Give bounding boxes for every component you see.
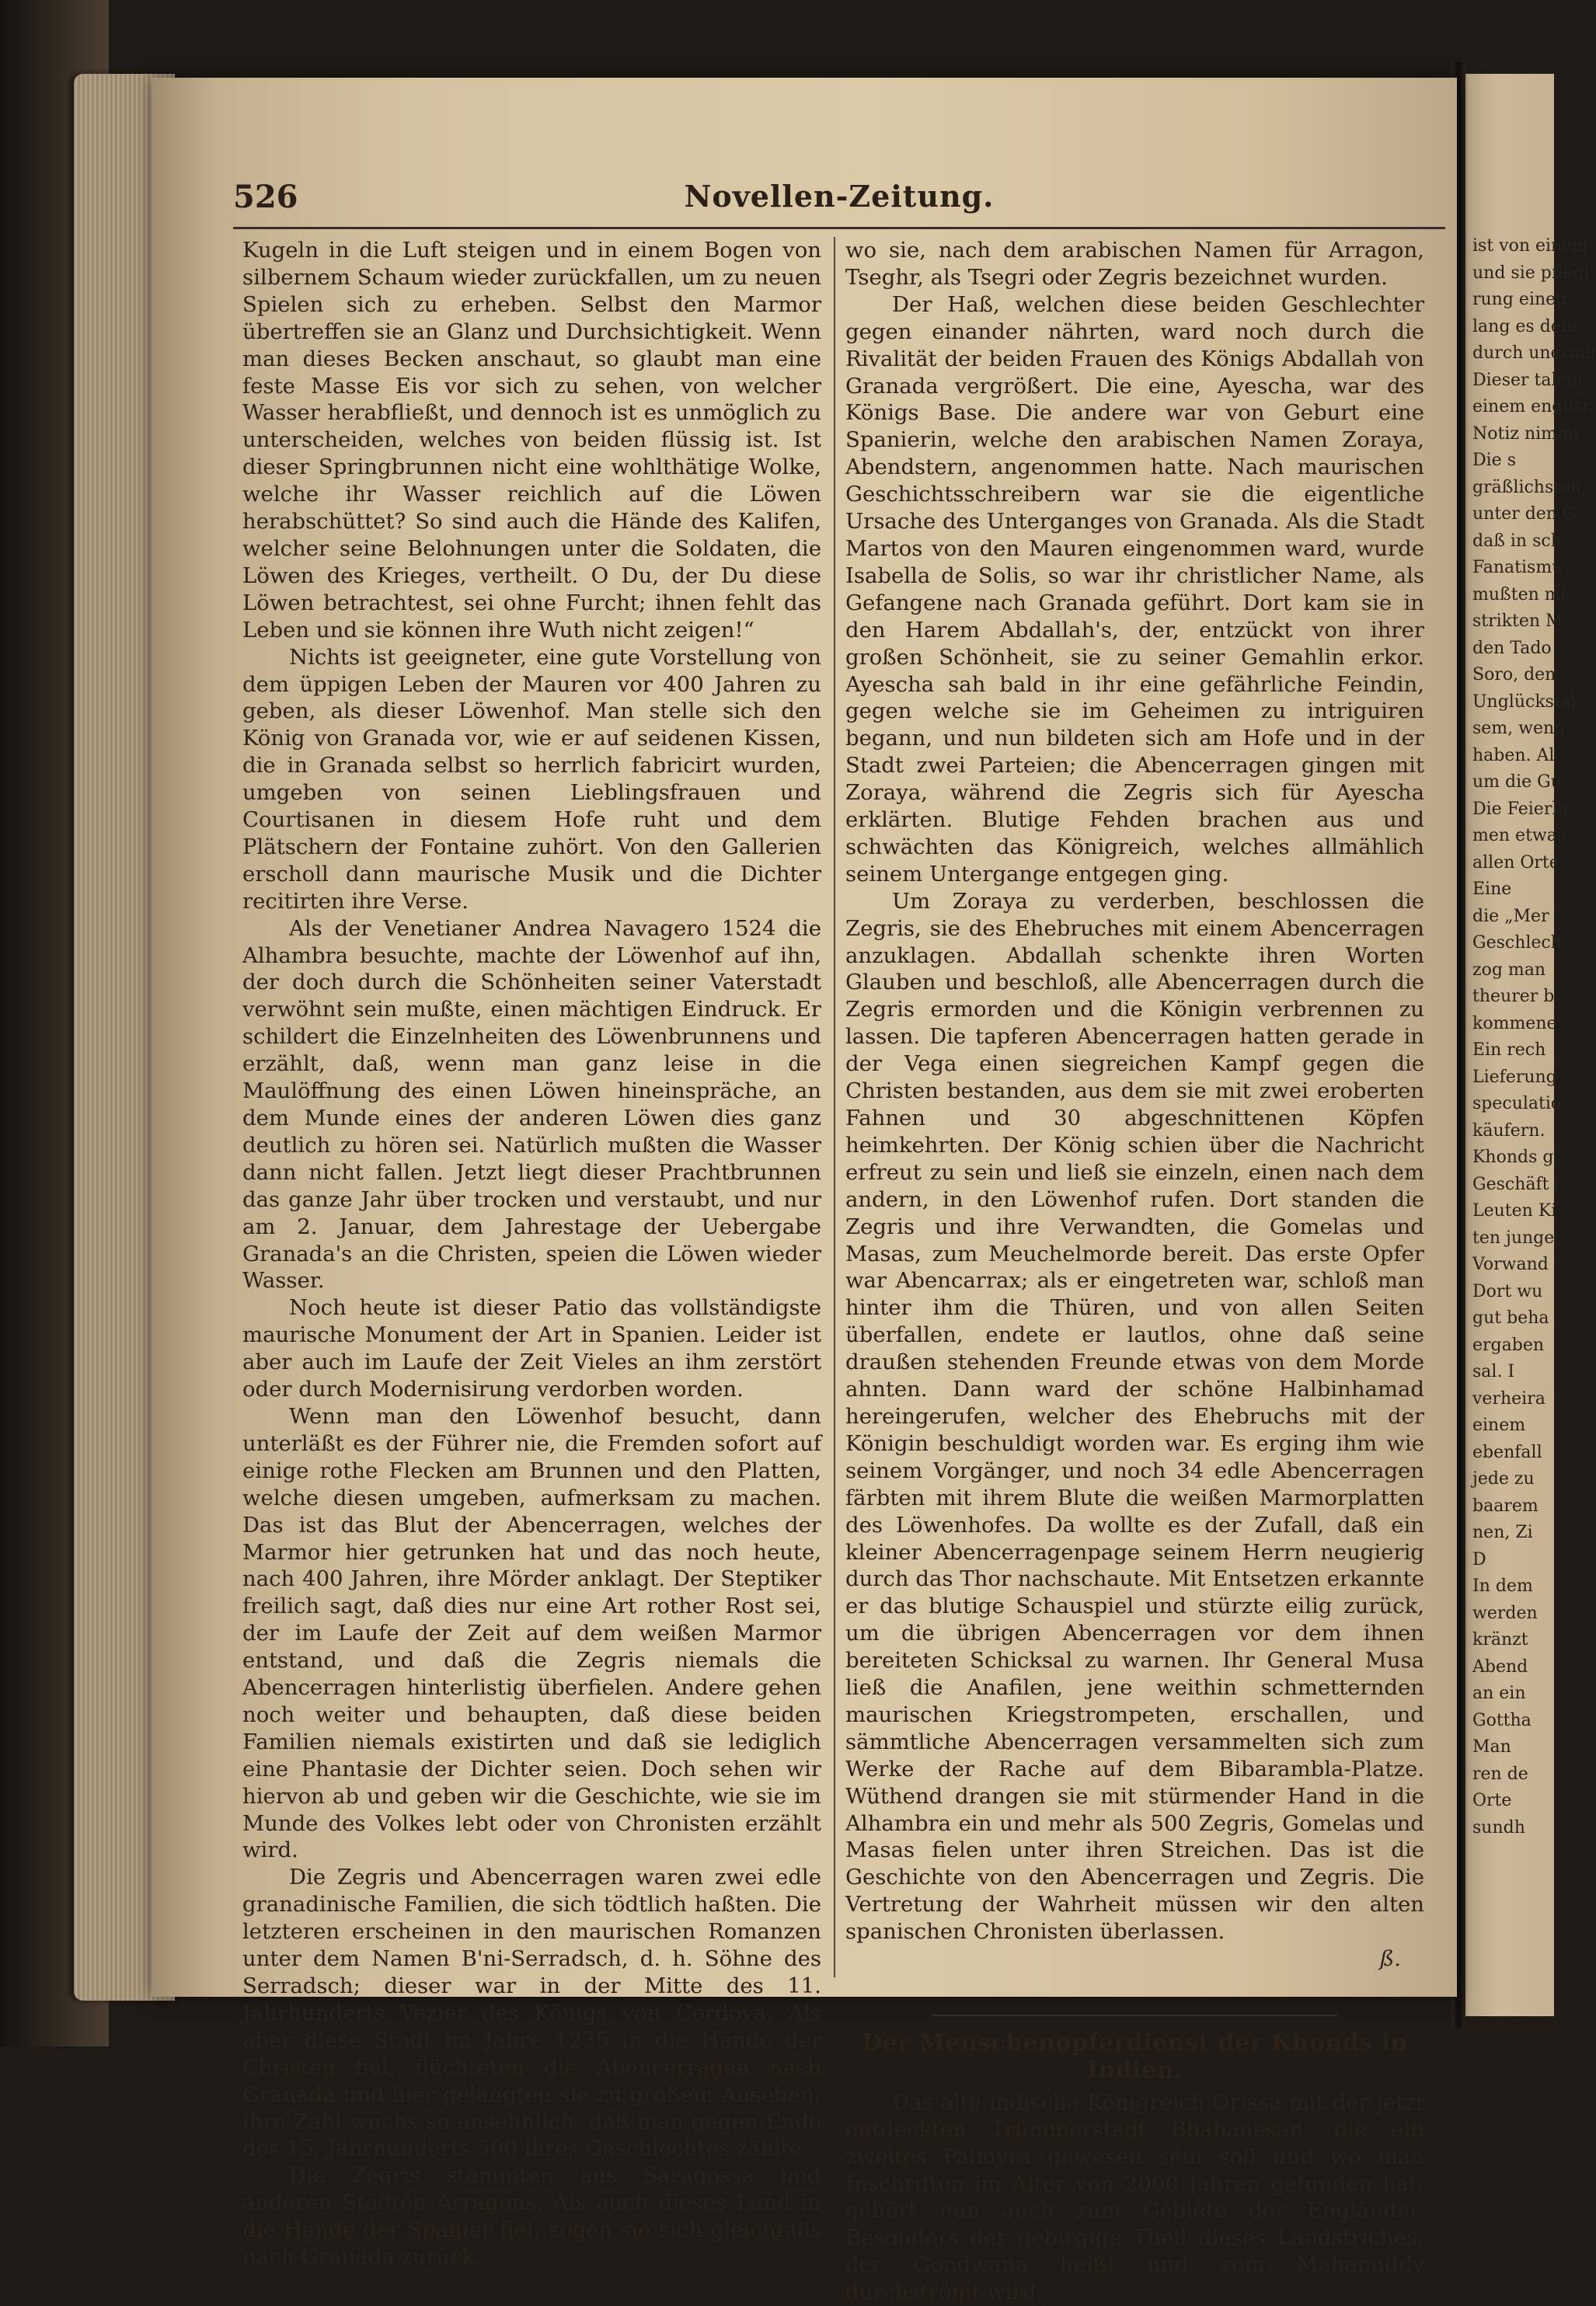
facing-page-line: Vorwand bbox=[1472, 1255, 1549, 1274]
facing-page-line: Abend bbox=[1472, 1656, 1528, 1677]
facing-page-line: lang es dem bbox=[1472, 316, 1577, 336]
facing-page-line: einem englisc bbox=[1472, 397, 1593, 416]
paragraph: Kugeln in die Luft steigen und in einem Bogen von silbernem Schaum wieder zurückfallen, um zu neuen Spielen sich zu erheben. Selbst den Marmor übertreffen sie an Glanz und Durchsichtigkeit. Wenn man dieses Becken anschaut, so glaubt man eine feste Masse Eis vor sich zu sehen, von welcher Wasser herabfließt, und dennoch ist es unmöglich zu unterscheiden, welches von beiden flüssig ist. Ist dieser Springbrunnen nicht eine wohlthätige Wolke, welche ihr Wasser reichlich auf die Löwen herabschüttet? So sind auch die Hände des Kalifen, welcher seine Belohnungen unter die Soldaten, die Löwen des Krieges, vertheilt. O Du, der Du diese Löwen betrachtest, sei ohne Furcht; ihnen fehlt das Leben und sie können ihre Wuth nicht zeigen!“ bbox=[242, 238, 821, 643]
column-divider bbox=[834, 237, 835, 1977]
page-header bbox=[233, 179, 1445, 225]
facing-page-line: jede zu bbox=[1472, 1469, 1535, 1489]
facing-page-line: Dort wu bbox=[1472, 1281, 1543, 1301]
facing-page-line: strikten M bbox=[1472, 611, 1563, 631]
facing-page-line: allen Orte bbox=[1472, 852, 1559, 873]
paragraph: wo sie, nach dem arabischen Namen für Arragon, Tseghr, als Tsegri oder Zegris bezeichnet wurden. bbox=[845, 238, 1424, 290]
facing-page-line: ren de bbox=[1472, 1764, 1528, 1784]
facing-page-line: Gottha bbox=[1472, 1710, 1532, 1730]
facing-page-line: sal. I bbox=[1472, 1362, 1515, 1381]
facing-page-line: sundh bbox=[1472, 1817, 1525, 1837]
section-title: Der Menschenopferdienst der Khonds in Indien. bbox=[862, 2029, 1408, 2084]
paragraph: Die Zegris stammten aus Saragossa und anderen Städten Arragons. Als auch dieses Land in die Hände der Spanier fiel, zogen sie sich gleichfalls nach Granada zurück, bbox=[242, 2163, 821, 2270]
facing-page-line: nen, Zi bbox=[1472, 1523, 1533, 1542]
facing-page-line: men etwas bbox=[1472, 826, 1566, 845]
facing-page-line: Orte bbox=[1472, 1791, 1512, 1810]
section-rule bbox=[932, 2015, 1338, 2016]
paragraph: Noch heute ist dieser Patio das vollständigste maurische Monument der Art in Spanien. Leider ist aber auch im Laufe der Zeit Vieles an ihm zerstört oder durch Modernisirung verdorben worden. bbox=[242, 1295, 821, 1402]
facing-page-line: speculatio bbox=[1472, 1094, 1562, 1113]
facing-page-line: haben. Al bbox=[1472, 745, 1555, 765]
running-title: Novellen-Zeitung. bbox=[684, 179, 995, 214]
facing-page-line: baarem bbox=[1472, 1496, 1539, 1516]
facing-page-line: Soro, den bbox=[1472, 665, 1556, 684]
facing-page-line: den Tado bbox=[1472, 638, 1552, 658]
facing-page-line: Die s bbox=[1472, 451, 1516, 470]
facing-page-line: ebenfall bbox=[1472, 1442, 1542, 1462]
right-column bbox=[845, 237, 1424, 2306]
paragraph: Um Zoraya zu verderben, beschlossen die Zegris, sie des Ehebruches mit einem Abencerragen anzuklagen. Abdallah schenkte ihren Worten Glauben und beschloß, alle Abencerragen durch die Zegris ermorden und die Königin verbrennen zu lassen. Die tapferen Abencerragen hatten gerade in der Vega einen siegreichen Kampf gegen die Christen bestanden, aus dem sie mit zwei eroberten Fahnen und 30 abgeschnittenen Köpfen heimkehrten. Der König schien über die Nachricht erfreut zu sein und ließ sie einzeln, einen nach dem andern, in den Löwenhof rufen. Dort standen die Zegris und ihre Verwandten, die Gomelas und Masas, zum Meuchelmorde bereit. Das erste Opfer war Abencarrax; als er eingetreten war, schloß man hinter ihm die Thüren, und von allen Seiten überfallen, endete er lautlos, ohne daß seine draußen stehenden Freunde etwas von dem Morde ahnten. Dann ward der schöne Halbinhamad hereingerufen, welcher des Ehebruchs mit der Königin beschuldigt worden war. Es erging ihm wie seinem Vorgänger, und noch 34 edle Abencerragen färbten mit ihrem Blute die weißen Marmorplatten des Löwenhofes. Da wollte es der Zufall, daß ein kleiner Abencerragenpage seinem Herrn neugierig durch das Thor nachschaute. Mit Entsetzen erkannte er das blutige Schauspiel und stürzte eilig zurück, um die übrigen Abencerragen vor dem ihnen bereiteten Schicksal zu warnen. Ihr General Musa ließ die Anafilen, jene weithin schmetternden maurischen Kriegstrompeten, erschallen, und sämmtliche Abencerragen versammelten sich zum Werke der Rache auf dem Bibarambla-Platze. Wüthend drangen sie mit stürmender Hand in die Alhambra ein und mehr als 500 Zegris, Gomelas und Masas fielen unter ihren Streichen. Das ist die Geschichte von den Abencerragen und Zegris. Die Vertretung der Wahrheit müssen wir den alten spanischen Chronisten überlassen. bbox=[845, 888, 1424, 1945]
facing-page-line: ist von einem bbox=[1472, 236, 1589, 256]
facing-page-line: unter den G bbox=[1472, 504, 1577, 524]
facing-page-line: zog man bbox=[1472, 960, 1546, 980]
facing-page-line: Geschäft c bbox=[1472, 1174, 1564, 1194]
header-rule bbox=[233, 227, 1445, 229]
facing-page-line: werden bbox=[1472, 1603, 1538, 1623]
facing-page-line: kommene bbox=[1472, 1013, 1557, 1033]
facing-page-line: Unglücksfäl bbox=[1472, 691, 1577, 712]
facing-page-line: Lieferung bbox=[1472, 1067, 1557, 1087]
facing-page-line: Man bbox=[1472, 1737, 1511, 1757]
facing-page-line: die „Mer bbox=[1472, 906, 1549, 926]
facing-page-line: durch unermü bbox=[1472, 343, 1596, 363]
facing-page-line: D bbox=[1472, 1549, 1486, 1569]
paragraph: Wenn man den Löwenhof besucht, dann unterläßt es der Führer nie, die Fremden sofort auf einige rothe Flecken am Brunnen und den Platten, welche diesen umgeben, aufmerksam zu machen. Das ist das Blut der Abencerragen, welches der Marmor hier getrunken hat und das noch heute, nach 400 Jahren, ihre Mörder anklagt. Der Steptiker freilich sagt, daß dies nur eine Art rother Rost sei, der im Laufe der Zeit auf dem weißen Marmor entstand, und daß die Zegris niemals die Abencerragen hinterlistig überfielen. Andere gehen noch weiter und behaupten, daß diese beiden Familien niemals existirten und daß sie lediglich eine Phantasie der Dichter seien. Doch sehen wir hiervon ab und geben wir die Geschichte, wie sie im Munde des Volkes lebt oder von Chronisten erzählt wird. bbox=[242, 1403, 821, 1863]
facing-page-line: gräßlichsten bbox=[1472, 477, 1582, 497]
facing-page-line: ergaben bbox=[1472, 1335, 1545, 1355]
facing-page-line: käufern. bbox=[1472, 1120, 1545, 1141]
facing-page-text bbox=[1472, 233, 1596, 1841]
paragraph: Der Haß, welchen diese beiden Geschlechter gegen einander nährten, ward noch durch die Rivalität der beiden Frauen des Königs Abdallah von Granada vergrößert. Die eine, Ayescha, war des Königs Base. Die andere war von Geburt eine Spanierin, welche den arabischen Namen Zoraya, Abendstern, angenommen hatte. Nach maurischen Geschichtsschreibern war sie die eigentliche Ursache des Unterganges von Granada. Als die Stadt Martos von den Mauren eingenommen ward, wurde Isabella de Solis, so war ihr christlicher Name, als Gefangene nach Granada geführt. Dort kam sie in den Harem Abdallah's, der, entzückt von ihrer großen Schönheit, sie zu seiner Gemahlin erkor. Ayescha sah bald in ihr eine gefährliche Feindin, gegen welche sie im Geheimen zu intriguiren begann, und nun bildeten sich am Hofe und in der Stadt zwei Parteien; die Abencerragen gingen mit Zoraya, während die Zegris sich für Ayescha erklärten. Blutige Fehden brachen aus und schwächten das Königreich, welches allmählich seinem Untergange entgegen ging. bbox=[845, 291, 1424, 887]
facing-page-line: Leuten Ki bbox=[1472, 1201, 1557, 1221]
facing-page-line: Geschlech bbox=[1472, 933, 1562, 953]
facing-page-line: Die Feierlic bbox=[1472, 799, 1573, 819]
facing-page-line: rung einen bbox=[1472, 290, 1567, 309]
facing-page-line: Eine bbox=[1472, 880, 1512, 899]
paragraph: Das alte indische Königreich Orissa mit der jetzt entdeckten Trümmerstadt Bhahanesan, die ein zweites Palmyra gewesen sein soll und wo man Inschriften im Alter von 2000 Jahren gefunden hat, gehört nun auch zum Gebiete der Engländer. Besonders der gebirgige Theil dieses Landstriches, der Gondwana heißt und vom Mahanuddy durchströmt wird, bbox=[845, 2089, 1424, 2305]
facing-page-line: sem, wenn bbox=[1472, 719, 1566, 738]
facing-page-line: Notiz nimmt bbox=[1472, 423, 1580, 444]
facing-page-line: Fanatismu bbox=[1472, 558, 1563, 577]
facing-page-line: In dem bbox=[1472, 1576, 1533, 1596]
facing-page-line: daß in sch bbox=[1472, 531, 1562, 551]
facing-page-line: an ein bbox=[1472, 1684, 1526, 1703]
facing-page-line: Ein rech bbox=[1472, 1040, 1546, 1060]
facing-page-line: ten junge bbox=[1472, 1228, 1555, 1248]
paragraph: Als der Venetianer Andrea Navagero 1524 die Alhambra besuchte, machte der Löwenhof auf ihn, der doch durch die Schönheiten seiner Vaterstadt verwöhnt sein mußte, einen mächtigen Eindruck. Er schildert die Einzelnheiten des Löwenbrunnens und erzählt, daß, wenn man ganz leise in die Maulöffnung des einen Löwen hineinspräche, an dem Munde eines der anderen Löwen dies ganz deutlich zu hören sei. Natürlich mußten die Wasser dann nicht fallen. Jetzt liegt dieser Prachtbrunnen das ganze Jahr über trocken und verstaubt, und nur am 2. Januar, dem Jahrestage der Uebergabe Granada's an die Christen, speien die Löwen wieder Wasser. bbox=[242, 915, 821, 1294]
facing-page-line: mußten mi bbox=[1472, 584, 1566, 604]
author-signature: ß. bbox=[1379, 1946, 1401, 1972]
page-number: 526 bbox=[233, 179, 298, 215]
left-column bbox=[242, 237, 821, 2271]
facing-page-line: um die Gu bbox=[1472, 772, 1562, 792]
facing-page-line: verheira bbox=[1472, 1388, 1545, 1409]
paragraph: Nichts ist geeigneter, eine gute Vorstellung von dem üppigen Leben der Mauren vor 400 Jahren zu geben, als dieser Löwenhof. Man stelle sich den König von Granada vor, wie er auf seidenen Kissen, die in Granada selbst so herrlich fabricirt wurden, umgeben von seinen Lieblingsfrauen und Courtisanen in diesem Hofe ruht und dem Plätschern der Fontaine zuhört. Von den Gallerien erscholl dann maurische Musik und die Dichter recitirten ihre Verse. bbox=[242, 644, 821, 914]
facing-page-line: theurer b bbox=[1472, 987, 1555, 1006]
paragraph: Die Zegris und Abencerragen waren zwei edle granadinische Familien, die sich tödtlich haßten. Die letzteren erscheinen in den maurischen Romanzen unter dem Namen B'ni-Serradsch, d. h. Söhne des Serradsch; dieser war in der Mitte des 11. Jahrhunderts Vezier des Königs von Cordova. Als aber diese Stadt im Jahre 1235 in die Hände der Christen fiel, flüchteten die Abencerragen nach Granada und hier gelangten sie zu großem Ansehen; ihre Zahl wuchs so ansehnlich, daß man gegen Ende des 15. Jahrhunderts 500 ihres Geschlechtes zählte. bbox=[242, 1865, 821, 2161]
facing-page-line: kränzt bbox=[1472, 1630, 1528, 1649]
facing-page-line: Dieser talent bbox=[1472, 370, 1585, 390]
facing-page-line: und sie pflegt bbox=[1472, 263, 1591, 283]
facing-page-line: einem bbox=[1472, 1416, 1526, 1435]
facing-page-line: gut beha bbox=[1472, 1308, 1549, 1328]
facing-page-line: Khonds g bbox=[1472, 1148, 1554, 1167]
